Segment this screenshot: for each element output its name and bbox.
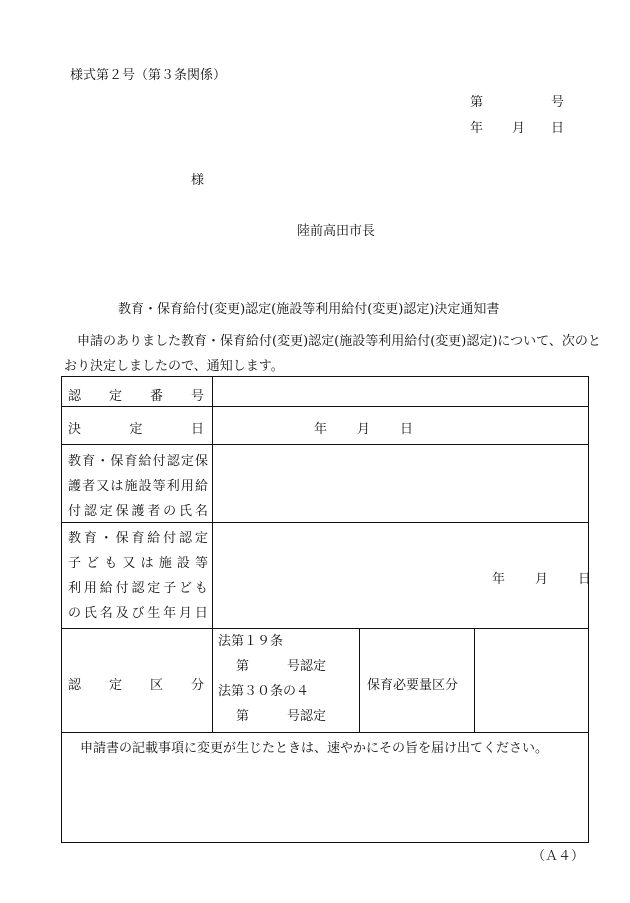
guardian-name-label	[68, 449, 208, 524]
column-divider	[359, 628, 360, 732]
document-number-prefix: 第	[470, 95, 484, 110]
birth-date-value	[492, 568, 591, 587]
law-article-19-item	[218, 654, 326, 679]
label-line: 教 育 ・ 保 育 給 付 認 定 保	[68, 454, 208, 469]
child-name-birthdate-label	[68, 526, 208, 626]
issue-date-month: 月	[512, 121, 526, 136]
issue-date-year: 年	[470, 121, 484, 136]
document-number-suffix: 号	[551, 95, 565, 110]
label-line: 付 認 定 保 護 者 の 氏 名	[68, 504, 208, 519]
label-line: 利 用 給 付 認 定 子 ど も	[68, 581, 208, 596]
decision-table	[61, 376, 592, 843]
certification-number-label: 認 定 番 号	[68, 389, 204, 404]
birth-date-year: 年	[492, 572, 506, 587]
birth-date-day: 日	[578, 572, 592, 587]
decision-date-label: 決 定 日	[68, 422, 204, 437]
row-divider	[62, 732, 588, 733]
label-line: 教 育 ・ 保 育 給 付 認 定	[68, 531, 208, 546]
issue-date-day: 日	[551, 121, 565, 136]
certification-category-law	[218, 629, 326, 729]
paper-size-label: （Ａ４）	[532, 849, 585, 864]
label-line: 子 ど も 又 は 施 設 等	[68, 556, 208, 571]
law-article-30-item	[218, 704, 326, 729]
document-title: 教育・保育給付(変更)認定(施設等利用給付(変更)認定)決定通知書	[118, 302, 500, 317]
law-30-go: 号認定	[287, 709, 327, 724]
document-body: 申請のありました教育・保育給付(変更)認定(施設等利用給付(変更)認定)について、次のとおり決定しましたので、通知します。	[64, 334, 601, 374]
birth-date-month: 月	[535, 572, 549, 587]
law-article-19: 法第１９条	[218, 634, 284, 649]
decision-date-value	[314, 418, 413, 437]
law-article-30: 法第３０条の４	[218, 684, 310, 699]
label-line: 護 者 又 は 施 設 等 利 用 給	[68, 479, 208, 494]
form-reference: 様式第２号（第３条関係）	[70, 68, 227, 83]
law-30-dai: 第	[236, 709, 250, 724]
issuer-name: 陸前高田市長	[297, 224, 376, 239]
row-divider	[62, 406, 588, 407]
decision-date-month: 月	[357, 422, 371, 437]
law-19-go: 号認定	[287, 659, 327, 674]
column-divider	[474, 628, 475, 732]
recipient-honorific: 様	[191, 173, 205, 188]
decision-date-day: 日	[400, 422, 414, 437]
row-divider	[62, 444, 588, 445]
decision-date-year: 年	[314, 422, 328, 437]
law-19-dai: 第	[236, 659, 250, 674]
care-amount-category-label: 保育必要量区分	[367, 678, 459, 693]
certification-category-label: 認 定 区 分	[68, 678, 204, 693]
column-divider	[212, 377, 213, 732]
change-notice: 申請書の記載事項に変更が生じたときは、速やかにその旨を届け出てください。	[80, 741, 549, 756]
label-line: の 氏 名 及 び 生 年 月 日	[68, 606, 208, 621]
